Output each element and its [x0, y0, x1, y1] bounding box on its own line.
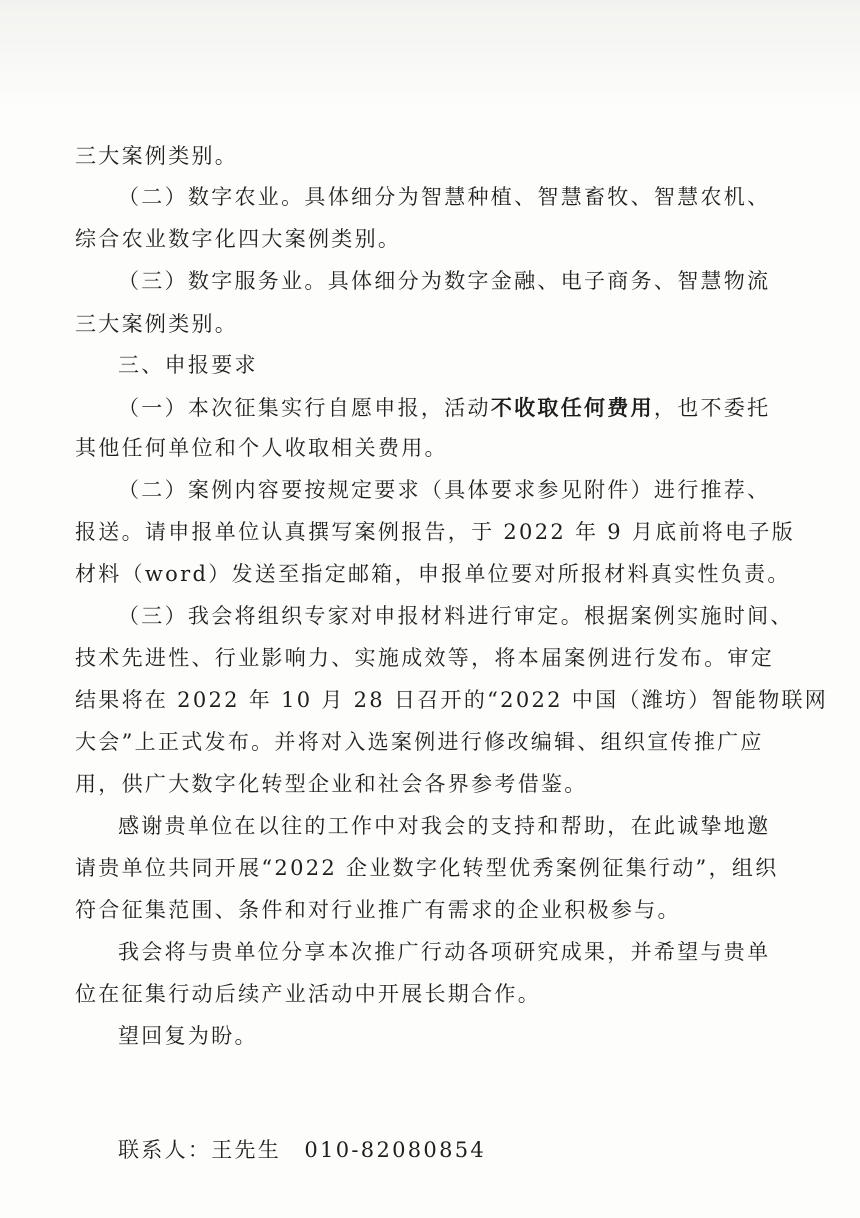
text-line: 符合征集范围、条件和对行业推广有需求的企业积极参与。: [75, 898, 681, 922]
contact-line: 联系人：王先生 010-82080854: [118, 1138, 487, 1162]
text-line: 其他任何单位和个人收取相关费用。: [75, 436, 448, 460]
text-line: 材料（word）发送至指定邮箱，申报单位要对所报材料真实性负责。: [75, 562, 791, 586]
text-line: （三）我会将组织专家对申报材料进行审定。根据案例实施时间、: [118, 604, 794, 628]
text-line: （二）数字农业。具体细分为智慧种植、智慧畜牧、智慧农机、: [118, 185, 771, 209]
text-line: 三大案例类别。: [75, 144, 239, 168]
text-line: 报送。请申报单位认真撰写案例报告，于 2022 年 9 月底前将电子版: [75, 520, 796, 544]
text-line: 结果将在 2022 年 10 月 28 日召开的“2022 中国（潍坊）智能物联网: [75, 688, 829, 712]
section-heading: 三、申报要求: [118, 353, 258, 377]
closing-line: 望回复为盼。: [118, 1024, 258, 1048]
text-line: 技术先进性、行业影响力、实施成效等，将本届案例进行发布。审定: [75, 646, 774, 670]
text-line: 三大案例类别。: [75, 312, 239, 336]
scan-shadow: [0, 0, 860, 110]
text-segment: （一）本次征集实行自愿申报，活动: [118, 396, 491, 420]
text-line: （二）案例内容要按规定要求（具体要求参见附件）进行推荐、: [118, 478, 771, 502]
bold-text: 不收取任何费用: [490, 395, 654, 420]
text-line: 用，供广大数字化转型企业和社会各界参考借鉴。: [75, 772, 588, 796]
text-line: （三）数字服务业。具体细分为数字金融、电子商务、智慧物流: [118, 269, 771, 293]
text-line: 综合农业数字化四大案例类别。: [75, 227, 402, 251]
text-segment: ，也不委托: [653, 396, 771, 420]
text-line: [118, 394, 770, 422]
text-line: 感谢贵单位在以往的工作中对我会的支持和帮助，在此诚挚地邀: [118, 814, 771, 838]
text-line: 位在征集行动后续产业活动中开展长期合作。: [75, 982, 541, 1006]
text-line: 我会将与贵单位分享本次推广行动各项研究成果，并希望与贵单: [118, 940, 771, 964]
text-line: 大会”上正式发布。并将对入选案例进行修改编辑、组织宣传推广应: [75, 730, 764, 754]
text-line: 请贵单位共同开展“2022 企业数字化转型优秀案例征集行动”，组织: [75, 856, 779, 880]
